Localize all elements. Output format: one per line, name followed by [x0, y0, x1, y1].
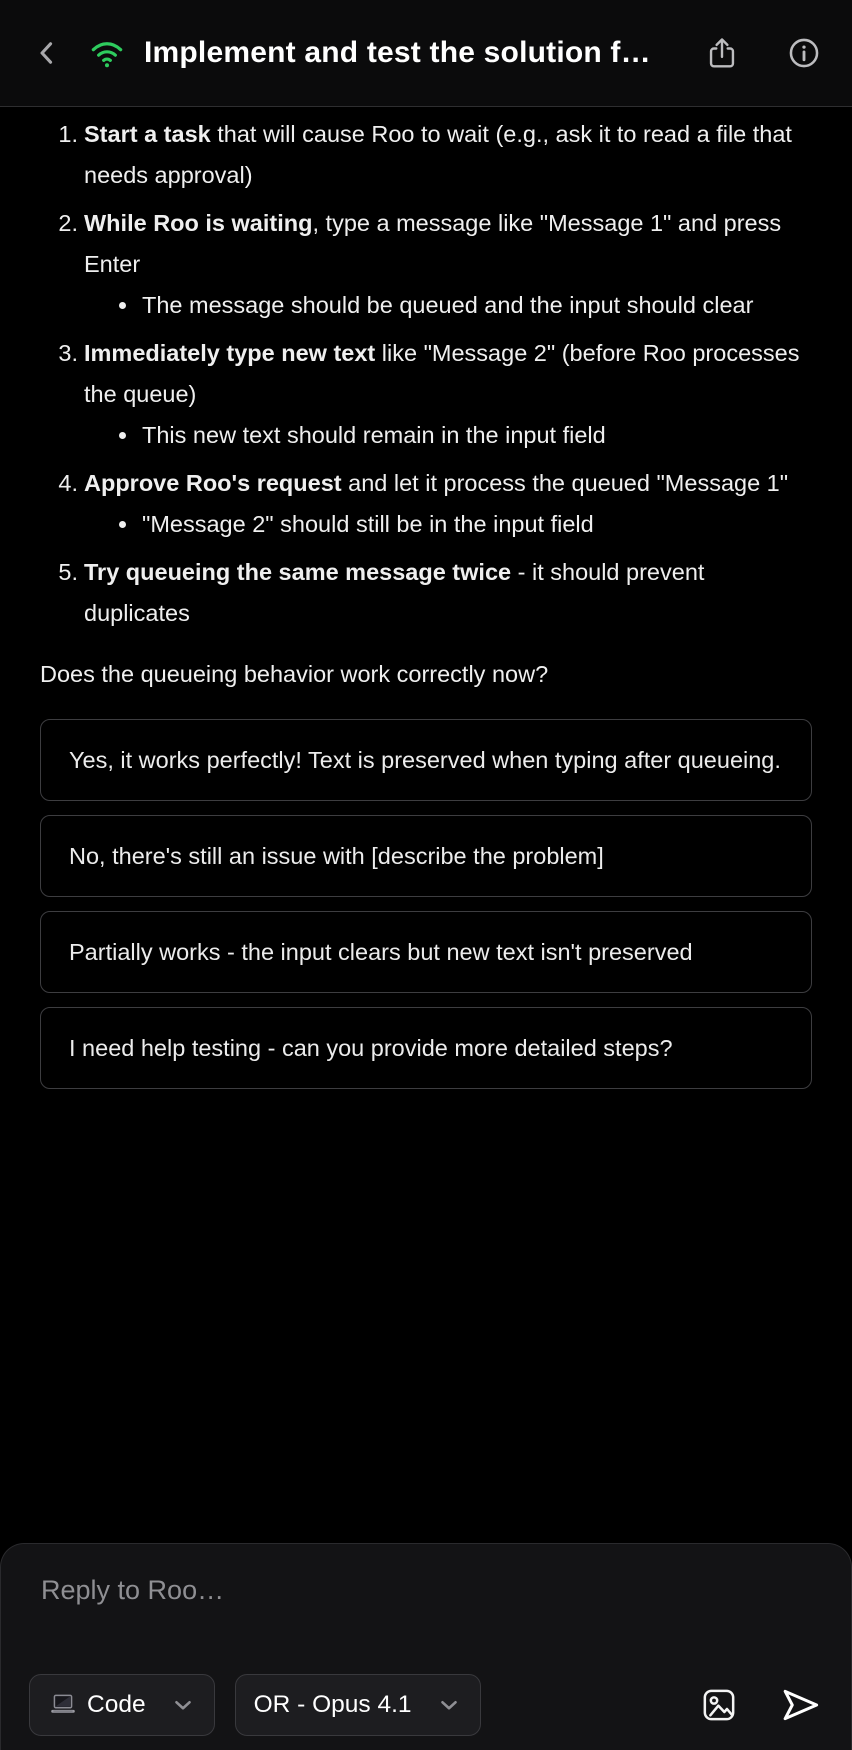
- send-button[interactable]: [779, 1684, 821, 1726]
- step-text: that will cause Roo to wait (e.g., ask it to read a file that needs approval): [84, 121, 792, 188]
- substeps-list: [84, 285, 812, 326]
- composer-toolbar: [29, 1674, 821, 1736]
- mode-select-button[interactable]: [29, 1674, 215, 1736]
- step-item-5: [40, 552, 812, 634]
- info-button[interactable]: [786, 35, 822, 71]
- step-number: 2.: [58, 210, 78, 236]
- page-title: Implement and test the solution f…: [144, 36, 651, 69]
- step-number: 3.: [58, 340, 78, 366]
- substeps-list: [84, 504, 812, 545]
- send-icon: [779, 1684, 821, 1726]
- composer-panel: [0, 1543, 852, 1750]
- header: [0, 0, 852, 107]
- model-label: OR - Opus 4.1: [253, 1691, 412, 1718]
- suggestion-button-yes[interactable]: Yes, it works perfectly! Text is preserved when typing after queueing.: [40, 719, 812, 801]
- share-button[interactable]: [704, 35, 740, 71]
- chevron-left-icon: [30, 36, 64, 70]
- suggestion-button-no[interactable]: No, there's still an issue with [describe the problem]: [40, 815, 812, 897]
- wifi-icon: [88, 34, 126, 72]
- substeps-list: [84, 415, 812, 456]
- step-text: , type a message like "Message 1" and press Enter: [84, 210, 782, 277]
- step-item-1: [40, 114, 812, 196]
- step-item-4: [40, 463, 812, 545]
- step-number: 4.: [58, 470, 78, 496]
- chevron-down-icon: [436, 1692, 462, 1718]
- attach-image-button[interactable]: [699, 1685, 739, 1725]
- reply-input[interactable]: [41, 1572, 811, 1650]
- back-button[interactable]: [30, 36, 64, 70]
- step-bold-text: Approve Roo's request: [84, 470, 342, 496]
- laptop-icon: [48, 1690, 78, 1720]
- info-icon: [786, 35, 822, 71]
- suggestion-button-help[interactable]: I need help testing - can you provide more detailed steps?: [40, 1007, 812, 1089]
- question-text: Does the queueing behavior work correctly now?: [40, 661, 549, 687]
- step-bold-text: Try queueing the same message twice: [84, 559, 512, 585]
- step-bold-text: Immediately type new text: [84, 340, 376, 366]
- step-text: - it should prevent duplicates: [84, 559, 705, 626]
- step-bold-text: While Roo is waiting: [84, 210, 313, 236]
- substep-item: • This new text should remain in the input field: [140, 415, 812, 456]
- message-content: [0, 108, 852, 1089]
- chevron-down-icon: [170, 1692, 196, 1718]
- step-item-2: [40, 203, 812, 326]
- step-text: and let it process the queued "Message 1": [341, 470, 789, 496]
- step-bold-text: Start a task: [84, 121, 211, 147]
- substep-item: • The message should be queued and the input should clear: [140, 285, 812, 326]
- step-text: like "Message 2" (before Roo processes the queue): [84, 340, 800, 407]
- suggestion-button-partial[interactable]: Partially works - the input clears but new text isn't preserved: [40, 911, 812, 993]
- suggestions-group: [40, 719, 812, 1089]
- substep-item: • "Message 2" should still be in the input field: [140, 504, 812, 545]
- mode-label: Code: [87, 1691, 146, 1718]
- step-number: 1.: [58, 121, 78, 147]
- steps-list: [40, 114, 812, 634]
- step-number: 5.: [58, 559, 78, 585]
- model-select-button[interactable]: [235, 1674, 481, 1736]
- share-icon: [704, 35, 740, 71]
- step-item-3: [40, 333, 812, 456]
- image-icon: [699, 1685, 739, 1725]
